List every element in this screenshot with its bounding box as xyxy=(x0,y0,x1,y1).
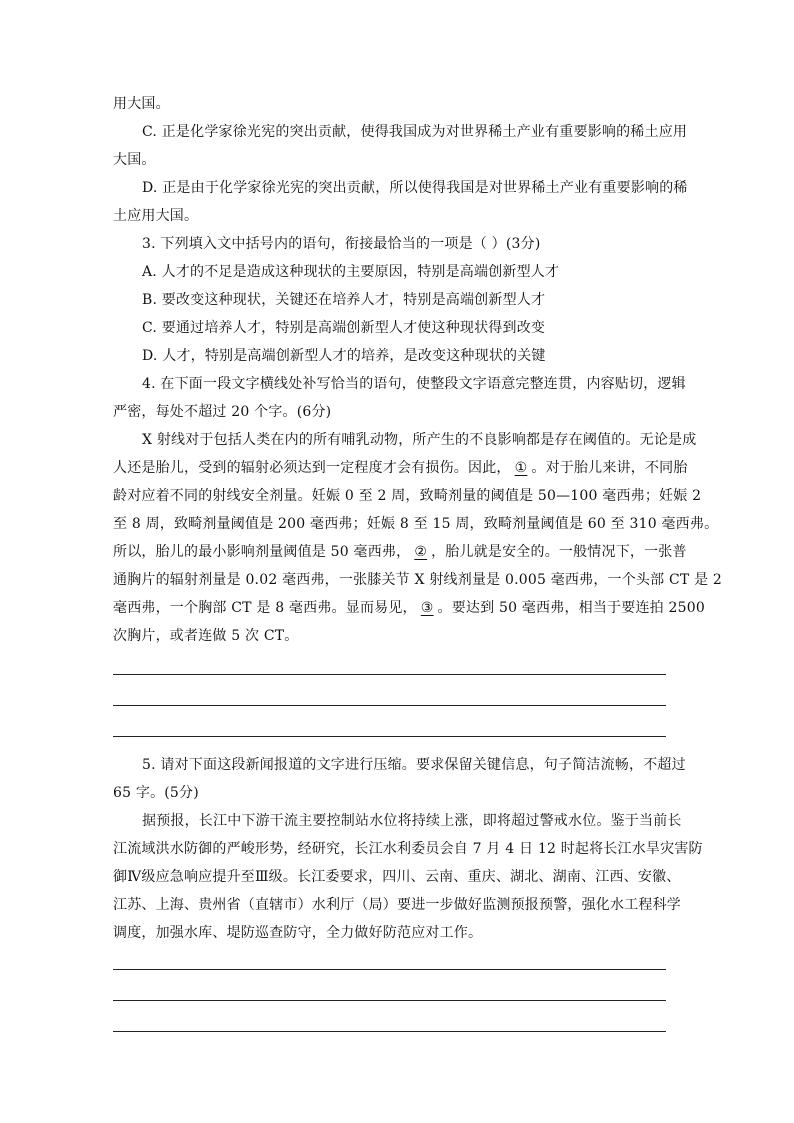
q4-text: 人还是胎儿，受到的辐射必须达到一定程度才会有损伤。因此， xyxy=(113,460,511,476)
q4-passage-line5 xyxy=(113,538,687,566)
exam-page xyxy=(113,90,723,1032)
q5-stem-line2: 65 字。(5分) xyxy=(113,785,199,801)
q4-answer-line[interactable] xyxy=(113,705,666,706)
q4-passage-line4: 至 8 周，致畸剂量阈值是 200 毫西弗；妊娠 8 至 15 周，致畸剂量阈值是 60 至 310 毫西弗。 xyxy=(113,516,719,532)
q5-passage-line2: 江流域洪水防御的严峻形势，经研究，长江水利委员会自 7 月 4 日 12 时起将长江水旱灾害防 xyxy=(113,841,703,857)
q4-passage-line3: 龄对应着不同的射线安全剂量。妊娠 0 至 2 周，致畸剂量的阈值是 50—100 毫西弗；妊娠 2 xyxy=(113,488,702,504)
q4-passage-line2 xyxy=(113,454,688,482)
q4-passage-line6: 通胸片的辐射剂量是 0.02 毫西弗，一张膝关节 X 射线剂量是 0.005 毫西弗，一个头部 CT 是 2 xyxy=(113,572,723,588)
q2-option-d-line1: D. 正是由于化学家徐光宪的突出贡献，所以使得我国是对世界稀土产业有重要影响的稀 xyxy=(142,180,688,196)
q4-passage-line7 xyxy=(113,594,705,622)
q5-block xyxy=(113,751,703,947)
q3-stem: 3. 下列填入文中括号内的语句，衔接最恰当的一项是（ ）(3分) xyxy=(142,236,541,252)
q4-text: 所以，胎儿的最小影响剂量阈值是 50 毫西弗， xyxy=(113,544,411,560)
q2-continuation: 用大国。 xyxy=(113,96,170,112)
q2-option-c-line1: C. 正是化学家徐光宪的突出贡献，使得我国成为对世界稀土产业有重要影响的稀土应用 xyxy=(142,124,688,140)
q2-option-d-line2: 土应用大国。 xyxy=(113,208,199,224)
q4-stem-line2: 严密，每处不超过 20 个字。(6分) xyxy=(113,404,332,420)
q4-text: ，胎儿就是安全的。一般情况下，一张普 xyxy=(431,544,687,560)
q3-option-c: C. 要通过培养人才，特别是高端创新型人才使这种现状得到改变 xyxy=(142,320,546,336)
q4-answer-line[interactable] xyxy=(113,736,666,737)
q4-answer-line[interactable] xyxy=(113,674,666,675)
q5-answer-line[interactable] xyxy=(113,969,666,970)
q4-passage-line1: X 射线对于包括人类在内的所有哺乳动物，所产生的不良影响都是存在阈值的。无论是成 xyxy=(142,432,697,448)
q3-option-b: B. 要改变这种现状，关键还在培养人才，特别是高端创新型人才 xyxy=(142,292,546,308)
q4-blank-2: ② xyxy=(414,544,428,560)
q4-blank-3: ③ xyxy=(420,600,434,616)
q3-option-d: D. 人才，特别是高端创新型人才的培养，是改变这种现状的关键 xyxy=(142,348,546,364)
q4-passage-line8: 次胸片，或者连做 5 次 CT。 xyxy=(113,628,299,644)
q5-answer-line[interactable] xyxy=(113,1000,666,1001)
q2-option-c-line2: 大国。 xyxy=(113,152,156,168)
q5-passage-line3: 御Ⅳ级应急响应提升至Ⅲ级。长江委要求，四川、云南、重庆、湖北、湖南、江西、安徽、 xyxy=(113,869,681,885)
q4-text: 毫西弗，一个胸部 CT 是 8 毫西弗。显而易见， xyxy=(113,600,417,616)
q3-option-a: A. 人才的不足是造成这种现状的主要原因，特别是高端创新型人才 xyxy=(142,264,560,280)
q4-text: 。要达到 50 毫西弗，相当于要连拍 2500 xyxy=(437,600,705,616)
q5-passage-line1: 据预报，长江中下游干流主要控制站水位将持续上涨，即将超过警戒水位。鉴于当前长 xyxy=(142,813,682,829)
q4-stem-line1: 4. 在下面一段文字横线处补写恰当的语句，使整段文字语意完整连贯，内容贴切，逻辑 xyxy=(142,376,686,392)
q4-text: 。对于胎儿来讲，不同胎 xyxy=(531,460,688,476)
q5-passage-line5: 调度，加强水库、堤防巡查防守，全力做好防范应对工作。 xyxy=(113,925,483,941)
q5-passage-line4: 江苏、上海、贵州省（直辖市）水利厅（局）要进一步做好监测预报预警，强化水工程科学 xyxy=(113,897,681,913)
q5-stem-line1: 5. 请对下面这段新闻报道的文字进行压缩。要求保留关键信息，句子简洁流畅，不超过 xyxy=(142,757,686,773)
q4-blank-1: ① xyxy=(514,460,528,476)
q5-answer-line[interactable] xyxy=(113,1031,666,1032)
